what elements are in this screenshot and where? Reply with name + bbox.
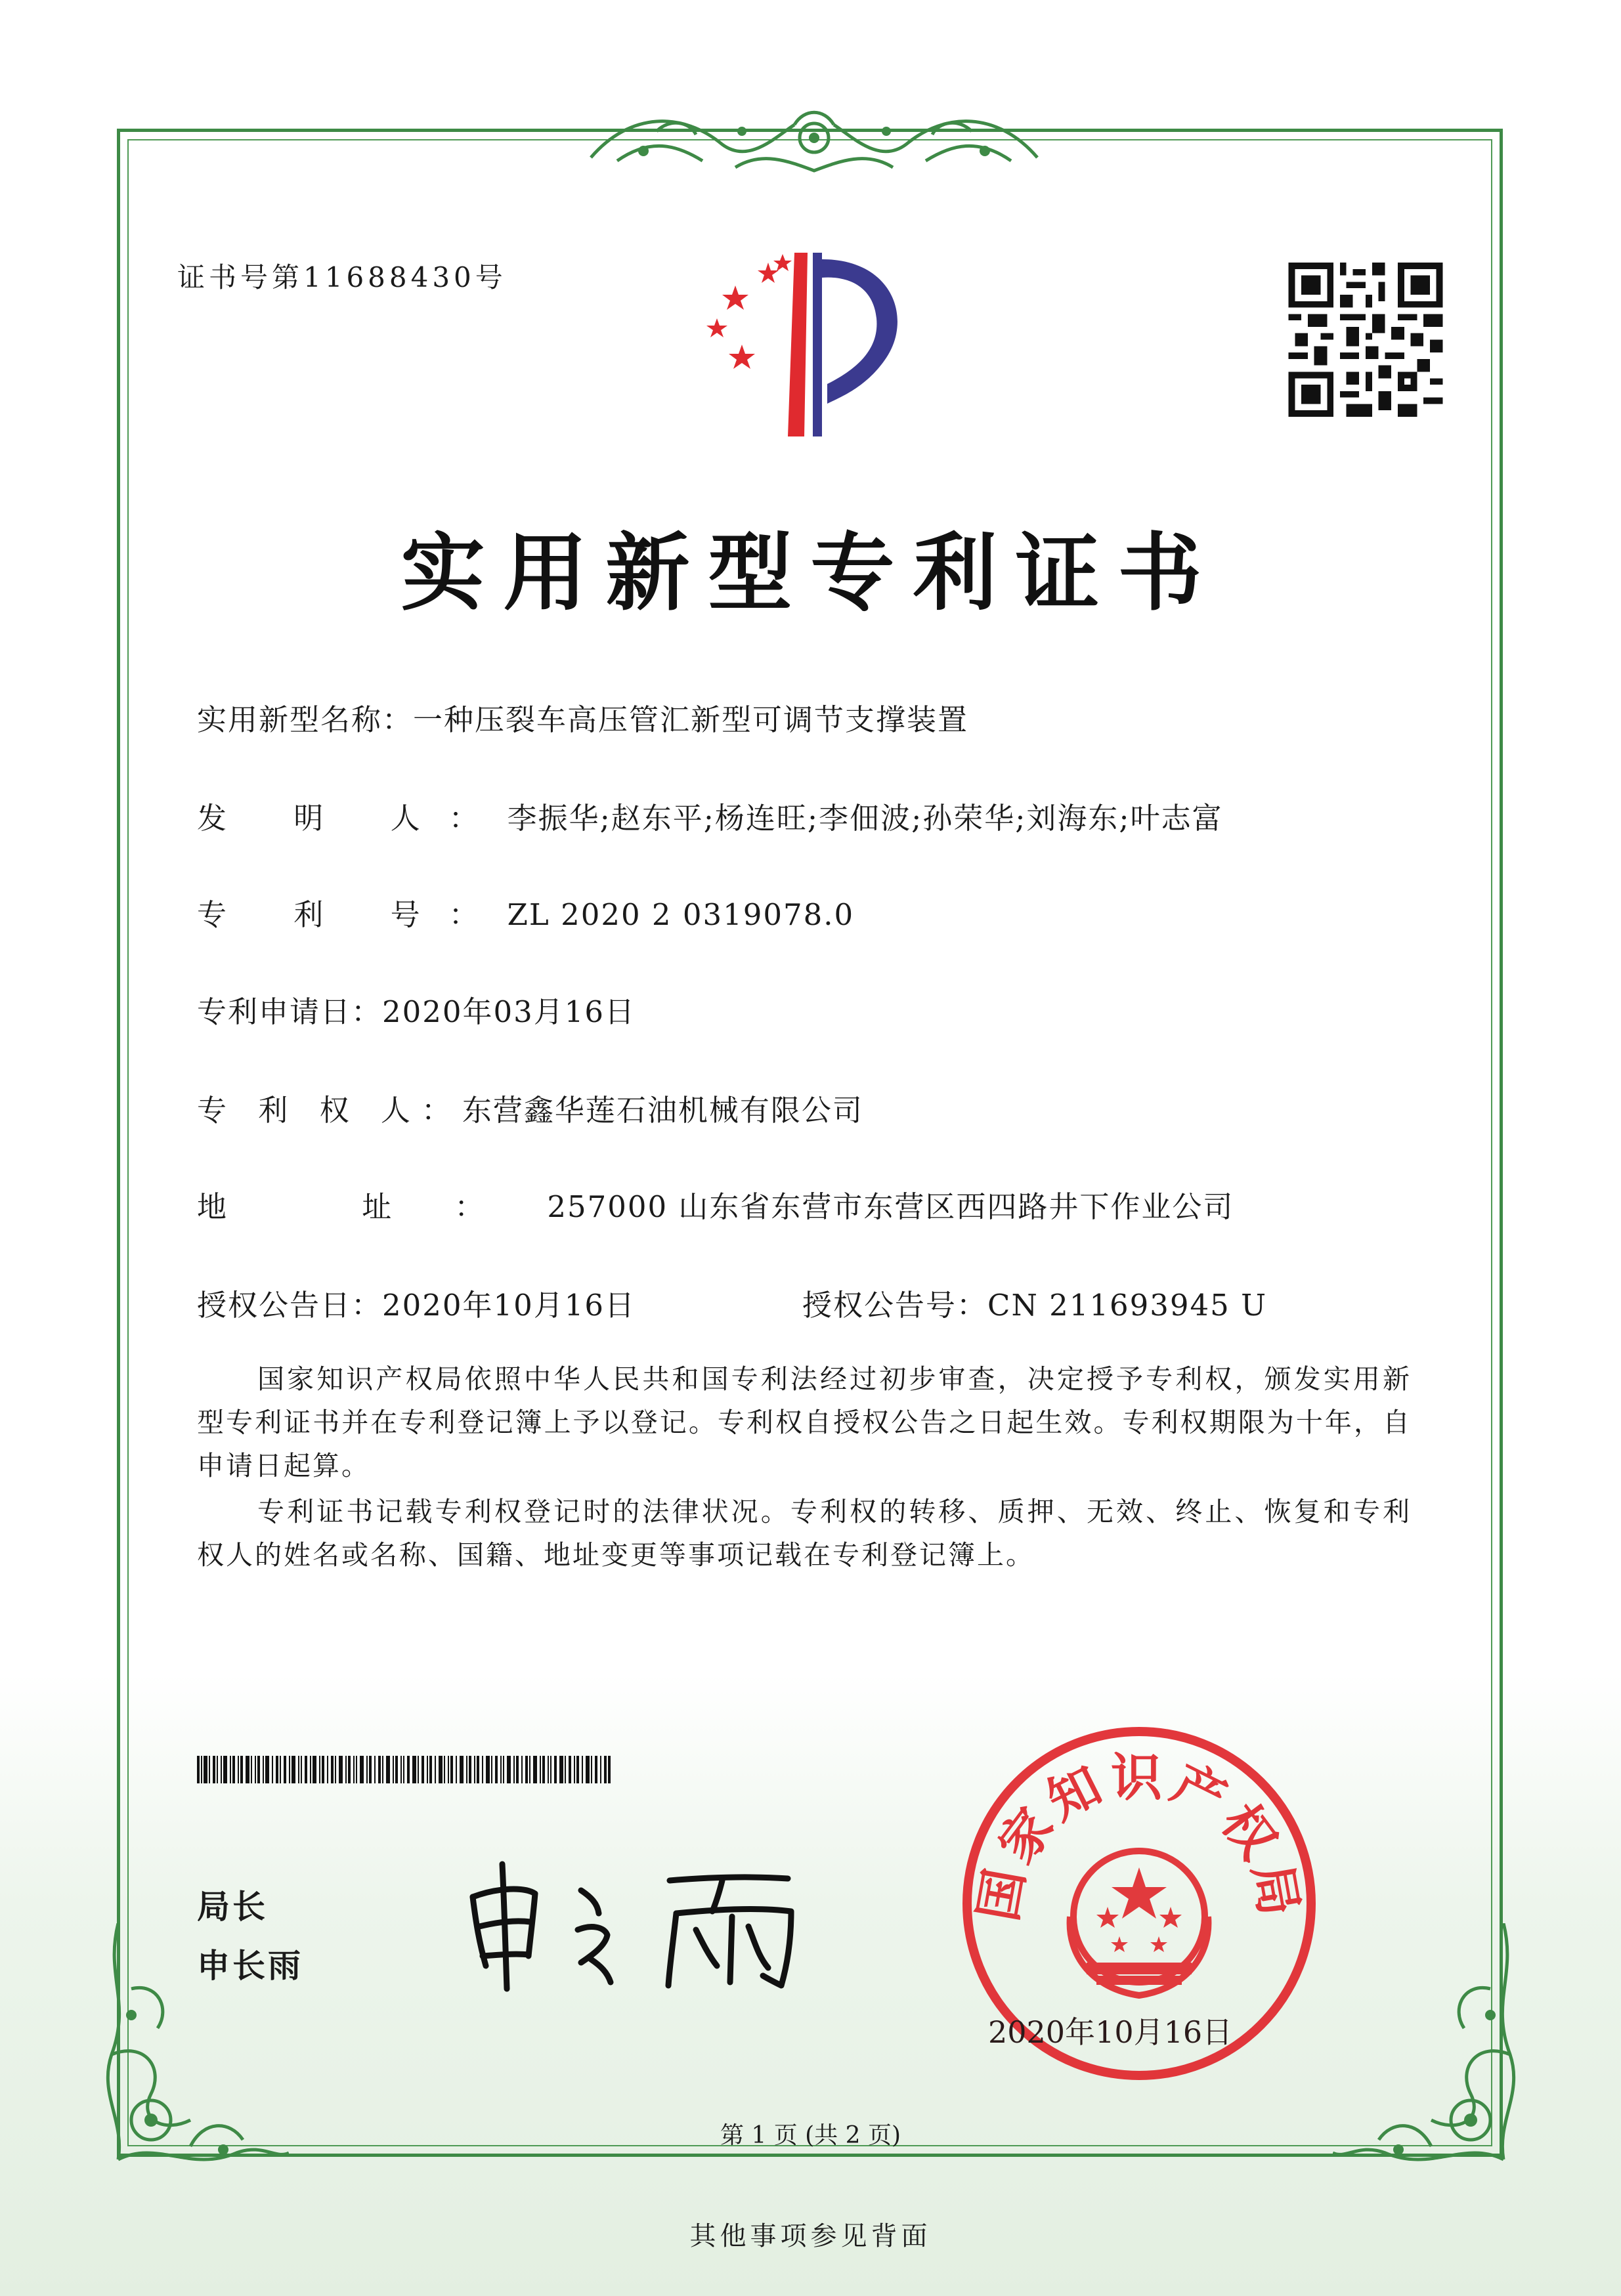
field-label: 专 利 号：	[197, 897, 508, 932]
field-label: 发 明 人：	[197, 801, 508, 836]
field-label: 专 利 权 人：	[197, 1093, 462, 1128]
signatory-title: 局长	[197, 1888, 268, 1926]
top-ornament	[578, 98, 1050, 184]
field-utility-model-name	[197, 696, 968, 738]
field-patentee	[197, 1086, 863, 1129]
field-address	[197, 1183, 1234, 1225]
field-inventors	[197, 794, 1223, 837]
field-grant-number	[802, 1281, 1267, 1324]
field-value: 李振华;赵东平;杨连旺;李佃波;孙荣华;刘海东;叶志富	[507, 801, 1223, 836]
field-label: 地 址：	[197, 1189, 548, 1224]
field-value: 2020年10月16日	[382, 1288, 636, 1323]
field-label: 专利申请日：	[197, 994, 383, 1029]
qr-code	[1287, 263, 1444, 417]
field-value: CN 211693945 U	[987, 1288, 1268, 1323]
field-value: 2020年03月16日	[382, 994, 636, 1029]
field-label: 授权公告日：	[197, 1288, 383, 1323]
field-patent-number	[197, 891, 854, 933]
field-label: 实用新型名称：	[197, 702, 414, 737]
certificate-number: 证书号第11688430号	[177, 261, 507, 293]
field-grant-date	[197, 1281, 636, 1324]
barcode	[197, 1756, 611, 1783]
footer-note: 其他事项参见背面	[689, 2221, 932, 2251]
field-value: 东营鑫华莲石油机械有限公司	[462, 1093, 863, 1128]
handwritten-signature	[460, 1851, 827, 1995]
field-label: 授权公告号：	[802, 1288, 988, 1323]
body-paragraph-2: 专利证书记载专利权登记时的法律状况。专利权的转移、质押、无效、终止、恢复和专利权人的姓名或名称、国籍、地址变更等事项记载在专利登记簿上。	[197, 1496, 1412, 1571]
field-filing-date	[197, 988, 636, 1031]
seal-date: 2020年10月16日	[988, 2014, 1233, 2050]
field-value: 257000 山东省东营市东营区西四路井下作业公司	[547, 1189, 1234, 1224]
certificate-title: 实用新型专利证书	[400, 524, 1221, 622]
field-value: ZL 2020 2 0319078.0	[507, 897, 855, 932]
seal-text: 国家知识产权局	[968, 1749, 1310, 1926]
page-indicator: 第 1 页 (共 2 页)	[720, 2122, 901, 2149]
signatory-name: 申长雨	[197, 1947, 303, 1985]
field-value: 一种压裂车高压管汇新型可调节支撑装置	[413, 702, 969, 737]
patent-office-emblem	[696, 246, 939, 443]
body-paragraph-1: 国家知识产权局依照中华人民共和国专利法经过初步审查，决定授予专利权，颁发实用新型专利证书并在专利登记簿上予以登记。专利权自授权公告之日起生效。专利权期限为十年，自申请日起算。	[197, 1363, 1412, 1481]
